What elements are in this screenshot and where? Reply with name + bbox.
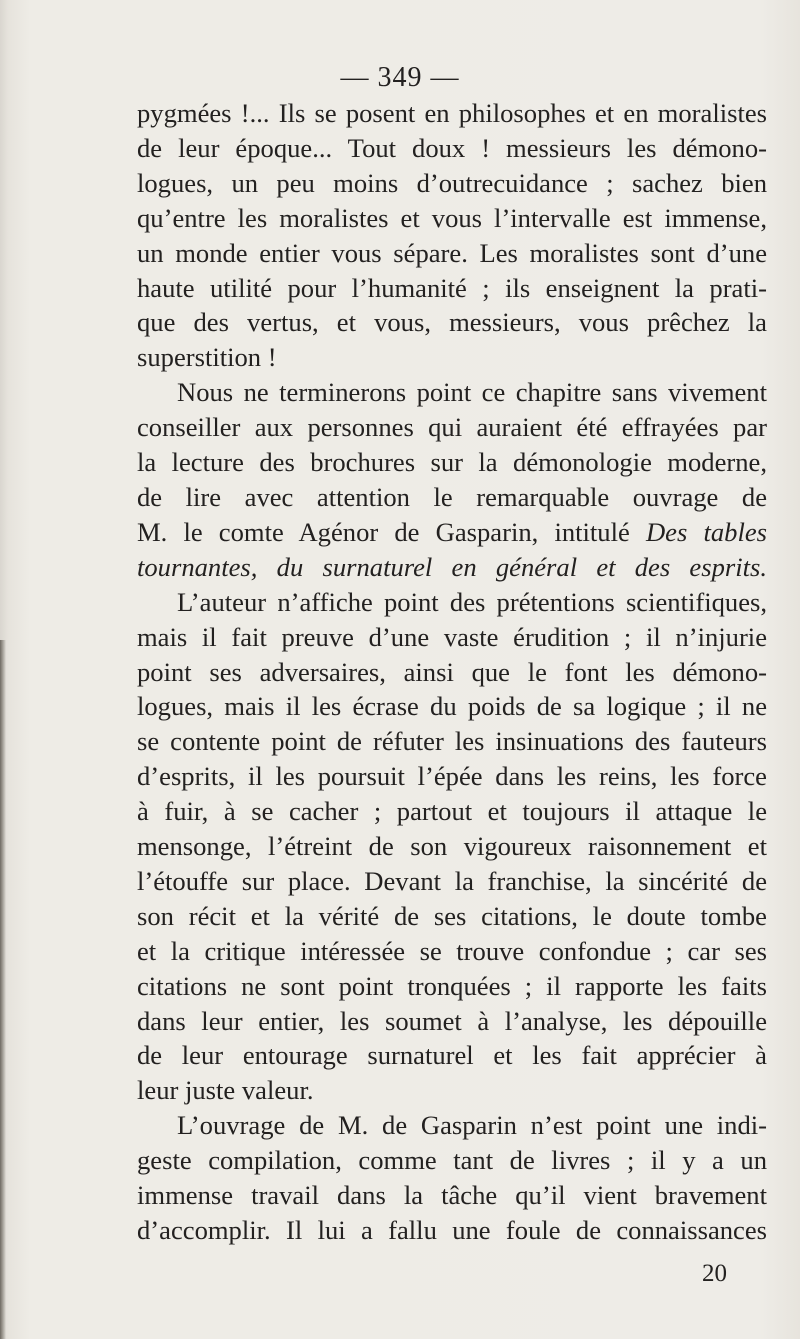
text-line: logues, un peu moins d’outrecuidance ; sachez bien xyxy=(137,167,767,198)
text-line: la lecture des brochures sur la démonologie moderne, xyxy=(137,447,767,478)
book-title-start: Des tables xyxy=(645,516,768,547)
text-line: son récit et la vérité de ses citations, le doute tombe xyxy=(137,900,767,931)
text-line: se contente point de réfuter les insinuations des fauteurs xyxy=(137,726,767,757)
text-line: dans leur entier, les soumet à l’analyse, les dépouille xyxy=(137,1005,767,1036)
text-line: superstition ! xyxy=(137,342,277,373)
text-line: mensonge, l’étreint de son vigoureux raisonnement et xyxy=(137,831,767,862)
text-line: leur juste valeur. xyxy=(137,1075,314,1106)
text-line: que des vertus, et vous, messieurs, vous prêchez la xyxy=(137,307,767,338)
text-line: d’esprits, il les poursuit l’épée dans les reins, les force xyxy=(137,761,767,792)
text-line: à fuir, à se cacher ; partout et toujours il attaque le xyxy=(137,796,767,827)
text-line: immense travail dans la tâche qu’il vient bravement xyxy=(137,1180,767,1211)
text-line: geste compilation, comme tant de livres ; il y a un xyxy=(137,1145,767,1176)
text-line-with-title xyxy=(137,550,767,585)
text-line: l’étouffe sur place. Devant la franchise, la sincérité de xyxy=(137,865,767,896)
text-line: un monde entier vous sépare. Les moralistes sont d’une xyxy=(137,237,767,268)
text-line: de leur entourage surnaturel et les fait apprécier à xyxy=(137,1040,767,1071)
text-line: de lire avec attention le remarquable ouvrage de xyxy=(137,481,767,512)
text-line: conseiller aux personnes qui auraient été effrayées par xyxy=(137,412,767,443)
text-line: logues, mais il les écrase du poids de sa logique ; il ne xyxy=(137,691,767,722)
text-line: L’auteur n’affiche point des prétentions scientifiques, xyxy=(177,586,767,617)
text-line: de leur époque... Tout doux ! messieurs les démono- xyxy=(137,132,767,163)
text-line: pygmées !... Ils se posent en philosophes et en moralistes xyxy=(137,98,767,128)
text-line: citations ne sont point tronquées ; il rapporte les faits xyxy=(137,970,767,1001)
text-line: mais il fait preuve d’une vaste érudition ; il n’injurie xyxy=(137,621,767,652)
book-title-end: du surnaturel en général et des esprits. xyxy=(276,551,767,582)
binding-shadow xyxy=(0,640,6,1339)
text-line: qu’entre les moralistes et vous l’intervalle est immense, xyxy=(137,202,767,233)
book-title-fragment: tournantes, xyxy=(137,551,258,582)
signature-mark: 20 xyxy=(702,1260,727,1287)
text-fragment: M. le comte Agénor de Gasparin, intitulé xyxy=(137,516,630,547)
text-line: point ses adversaires, ainsi que le font les démono- xyxy=(137,656,767,687)
text-line: L’ouvrage de M. de Gasparin n’est point une indi- xyxy=(177,1110,767,1141)
page-body xyxy=(137,96,767,1248)
text-line: et la critique intéressée se trouve confondue ; car ses xyxy=(137,935,767,966)
text-line: d’accomplir. Il lui a fallu une foule de connaissances xyxy=(137,1215,767,1245)
page-number: — 349 — xyxy=(340,62,460,93)
text-line: haute utilité pour l’humanité ; ils enseignent la prati- xyxy=(137,272,767,303)
text-line: Nous ne terminerons point ce chapitre sans vivement xyxy=(177,377,767,408)
text-line-with-title xyxy=(137,515,767,550)
